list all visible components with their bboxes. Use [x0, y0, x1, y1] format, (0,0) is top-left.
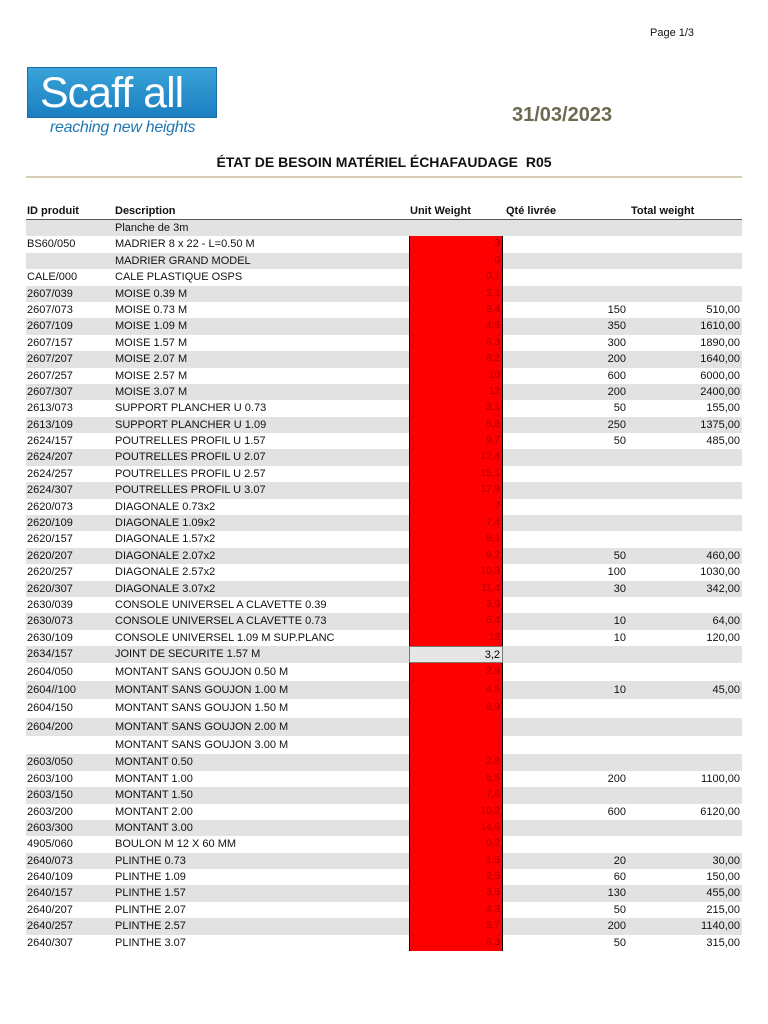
cell-unit-weight: 6,3 — [409, 935, 503, 951]
cell-qty: 10 — [613, 615, 626, 628]
cell-qty: 600 — [607, 369, 626, 382]
cell-id: 2607/039 — [27, 287, 73, 300]
cell-unit-weight: 6,4 — [409, 613, 503, 629]
cell-unit-weight: 10 — [409, 368, 503, 384]
cell-id: 2613/109 — [27, 418, 73, 431]
cell-description: DIAGONALE 0.73x2 — [115, 500, 216, 513]
cell-unit-weight: 12 — [409, 630, 503, 646]
cell-id: 2620/109 — [27, 517, 73, 530]
logo-text: Scaff all — [40, 69, 184, 117]
table-row — [26, 853, 742, 869]
cell-qty: 50 — [613, 549, 626, 562]
cell-description: DIAGONALE 2.57x2 — [115, 566, 216, 579]
table-row — [26, 681, 742, 699]
cell-unit-weight: 5,7 — [409, 918, 503, 934]
cell-description: MONTANT 1.00 — [115, 772, 193, 785]
cell-unit-weight: 4,3 — [409, 902, 503, 918]
cell-qty: 30 — [613, 582, 626, 595]
table-row — [26, 663, 742, 681]
cell-total-weight: 6000,00 — [700, 369, 740, 382]
cell-qty: 150 — [607, 303, 626, 316]
header-id: ID produit — [27, 205, 79, 217]
cell-id: 2604/050 — [27, 665, 73, 678]
cell-total-weight: 45,00 — [712, 683, 740, 696]
cell-id: 2624/307 — [27, 484, 73, 497]
cell-id: 2620/257 — [27, 566, 73, 579]
cell-unit-weight: 8,2 — [409, 351, 503, 367]
cell-id: 2607/257 — [27, 369, 73, 382]
cell-unit-weight: 3 — [409, 236, 503, 252]
cell-id: 2630/073 — [27, 615, 73, 628]
table-row — [26, 630, 742, 646]
table-row — [26, 718, 742, 736]
cell-unit-weight: 3,1 — [409, 400, 503, 416]
table-header — [26, 203, 742, 220]
cell-total-weight: 1375,00 — [700, 418, 740, 431]
cell-id: 2607/157 — [27, 336, 73, 349]
cell-id: 2620/157 — [27, 533, 73, 546]
cell-id: 2607/307 — [27, 385, 73, 398]
cell-unit-weight: 8,1 — [409, 531, 503, 547]
cell-total-weight: 1100,00 — [701, 772, 740, 785]
header-unit-weight: Unit Weight — [410, 205, 471, 217]
cell-unit-weight: 3,4 — [409, 302, 503, 318]
cell-unit-weight: 10,2 — [409, 804, 503, 820]
cell-qty: 200 — [607, 385, 626, 398]
cell-id: 2603/050 — [27, 756, 73, 769]
table-row — [26, 581, 742, 597]
table-row — [26, 302, 742, 318]
cell-unit-weight: 2,1 — [409, 286, 503, 302]
cell-description: PLINTHE 3.07 — [115, 936, 186, 949]
cell-unit-weight: 3,2 — [409, 646, 503, 662]
scaffall-logo — [27, 67, 217, 137]
cell-description: PLINTHE 1.09 — [115, 871, 186, 884]
cell-id: CALE/000 — [27, 271, 78, 284]
cell-unit-weight: 0 — [409, 253, 503, 269]
cell-description: MADRIER 8 x 22 - L=0.50 M — [115, 238, 255, 251]
cell-qty: 50 — [613, 936, 626, 949]
cell-total-weight: 460,00 — [706, 549, 740, 562]
cell-unit-weight: 7,6 — [409, 787, 503, 803]
cell-description: PLINTHE 0.73 — [115, 854, 186, 867]
title-code: R05 — [525, 154, 552, 170]
material-table — [26, 220, 742, 951]
cell-unit-weight: 9,2 — [409, 548, 503, 564]
table-row — [26, 869, 742, 885]
table-row — [26, 269, 742, 285]
table-row — [26, 918, 742, 934]
cell-description: MADRIER GRAND MODEL — [115, 254, 251, 267]
cell-description: MONTANT 3.00 — [115, 821, 193, 834]
cell-id: 2604/150 — [27, 702, 73, 715]
table-row — [26, 836, 742, 852]
table-row — [26, 515, 742, 531]
cell-qty: 200 — [607, 353, 626, 366]
cell-description: SUPPORT PLANCHER U 1.09 — [115, 418, 267, 431]
cell-total-weight: 64,00 — [712, 615, 740, 628]
cell-description: MOISE 0.73 M — [115, 303, 188, 316]
cell-id: 2620/207 — [27, 549, 73, 562]
header-description: Description — [115, 205, 176, 217]
table-row — [26, 771, 742, 787]
table-row — [26, 646, 742, 662]
cell-id: 2640/307 — [27, 936, 73, 949]
table-row — [26, 804, 742, 820]
cell-id: 2603/300 — [27, 821, 73, 834]
cell-total-weight: 1030,00 — [700, 566, 740, 579]
cell-qty: 60 — [613, 871, 626, 884]
cell-total-weight: 150,00 — [706, 871, 740, 884]
cell-total-weight: 30,00 — [712, 854, 740, 867]
table-row — [26, 699, 742, 717]
cell-id: 2640/257 — [27, 920, 73, 933]
cell-description: CONSOLE UNIVERSEL 1.09 M SUP.PLANC — [115, 631, 335, 644]
cell-id: 2624/157 — [27, 435, 73, 448]
cell-unit-weight: 6,9 — [409, 699, 503, 717]
cell-total-weight: 1140,00 — [701, 920, 740, 933]
cell-unit-weight — [409, 220, 503, 236]
cell-total-weight: 120,00 — [706, 631, 740, 644]
cell-id: 2640/109 — [27, 871, 73, 884]
cell-unit-weight — [409, 736, 503, 754]
table-row — [26, 220, 742, 236]
cell-qty: 600 — [607, 805, 626, 818]
cell-total-weight: 1890,00 — [700, 336, 740, 349]
cell-qty: 50 — [613, 435, 626, 448]
cell-id: 2607/073 — [27, 303, 73, 316]
cell-description: MOISE 2.57 M — [115, 369, 188, 382]
cell-unit-weight: 5,5 — [409, 417, 503, 433]
document-title — [0, 154, 768, 170]
header-qty-delivered: Qté livrée — [506, 205, 557, 217]
cell-unit-weight: 1,5 — [409, 853, 503, 869]
title-divider — [26, 176, 742, 178]
table-row — [26, 482, 742, 498]
table-row — [26, 499, 742, 515]
cell-description: CONSOLE UNIVERSEL A CLAVETTE 0.39 — [115, 598, 327, 611]
cell-unit-weight: 7,4 — [409, 515, 503, 531]
cell-description: PLINTHE 2.57 — [115, 920, 186, 933]
cell-total-weight: 342,00 — [706, 582, 740, 595]
table-row — [26, 820, 742, 836]
cell-id: 2624/257 — [27, 467, 73, 480]
cell-unit-weight: 9,7 — [409, 433, 503, 449]
cell-id: BS60/050 — [27, 238, 76, 251]
cell-id: 2613/073 — [27, 402, 73, 415]
cell-unit-weight: 2,8 — [409, 754, 503, 770]
cell-id: 2634/157 — [27, 648, 73, 661]
table-row — [26, 885, 742, 901]
table-row — [26, 433, 742, 449]
cell-id: 2630/109 — [27, 631, 73, 644]
cell-total-weight: 1640,00 — [700, 353, 740, 366]
cell-description: MONTANT SANS GOUJON 3.00 M — [115, 738, 289, 751]
cell-qty: 50 — [613, 402, 626, 415]
cell-description: SUPPORT PLANCHER U 0.73 — [115, 402, 267, 415]
table-row — [26, 935, 742, 951]
title-main: ÉTAT DE BESOIN MATÉRIEL ÉCHAFAUDAGE — [216, 154, 518, 170]
cell-unit-weight: 11,4 — [409, 581, 503, 597]
cell-description: MONTANT 0.50 — [115, 756, 193, 769]
table-row — [26, 253, 742, 269]
table-row — [26, 736, 742, 754]
cell-id: 4905/060 — [27, 838, 73, 851]
table-row — [26, 754, 742, 770]
cell-qty: 200 — [607, 920, 626, 933]
cell-id: 2620/073 — [27, 500, 73, 513]
cell-qty: 250 — [607, 418, 626, 431]
cell-description: DIAGONALE 3.07x2 — [115, 582, 216, 595]
table-row — [26, 417, 742, 433]
cell-description: MOISE 3.07 M — [115, 385, 188, 398]
cell-description: MONTANT SANS GOUJON 1.50 M — [115, 702, 289, 715]
cell-unit-weight: 7 — [409, 499, 503, 515]
table-row — [26, 318, 742, 334]
cell-id: 2604//100 — [27, 683, 76, 696]
table-row — [26, 548, 742, 564]
cell-unit-weight: 4,5 — [409, 681, 503, 699]
cell-description: MOISE 2.07 M — [115, 353, 188, 366]
cell-qty: 20 — [613, 854, 626, 867]
table-row — [26, 564, 742, 580]
cell-qty: 10 — [613, 683, 626, 696]
cell-description: MONTANT SANS GOUJON 1.00 M — [115, 683, 289, 696]
cell-total-weight: 2400,00 — [700, 385, 740, 398]
table-row — [26, 449, 742, 465]
cell-unit-weight: 14,6 — [409, 820, 503, 836]
cell-qty: 350 — [607, 320, 626, 333]
cell-description: Planche de 3m — [115, 222, 189, 234]
cell-description: PLINTHE 1.57 — [115, 887, 186, 900]
cell-id: 2640/157 — [27, 887, 73, 900]
cell-id: 2603/100 — [27, 772, 73, 785]
cell-total-weight: 455,00 — [706, 887, 740, 900]
document-date: 31/03/2023 — [512, 104, 613, 126]
cell-total-weight: 510,00 — [706, 303, 740, 316]
cell-unit-weight: 6,3 — [409, 335, 503, 351]
table-row — [26, 400, 742, 416]
table-row — [26, 787, 742, 803]
cell-unit-weight: 2,5 — [409, 869, 503, 885]
cell-unit-weight: 0,1 — [409, 269, 503, 285]
cell-total-weight: 485,00 — [706, 435, 740, 448]
cell-id: 2620/307 — [27, 582, 73, 595]
cell-description: DIAGONALE 1.09x2 — [115, 517, 216, 530]
cell-unit-weight: 5,5 — [409, 771, 503, 787]
cell-total-weight: 315,00 — [706, 936, 740, 949]
cell-unit-weight: 10,3 — [409, 564, 503, 580]
cell-unit-weight: 12,4 — [409, 449, 503, 465]
cell-description: MONTANT SANS GOUJON 0.50 M — [115, 665, 289, 678]
cell-qty: 100 — [607, 566, 626, 579]
cell-unit-weight: 12 — [409, 384, 503, 400]
table-row — [26, 236, 742, 252]
cell-total-weight: 6120,00 — [700, 805, 740, 818]
cell-unit-weight: 15,1 — [409, 466, 503, 482]
cell-description: CALE PLASTIQUE OSPS — [115, 271, 243, 284]
cell-unit-weight: 3,9 — [409, 597, 503, 613]
table-row — [26, 531, 742, 547]
cell-total-weight: 1610,00 — [700, 320, 740, 333]
cell-description: PLINTHE 2.07 — [115, 903, 186, 916]
cell-qty: 10 — [613, 631, 626, 644]
table-row — [26, 613, 742, 629]
cell-description: MONTANT 1.50 — [115, 789, 193, 802]
cell-id: 2603/200 — [27, 805, 73, 818]
cell-description: POUTRELLES PROFIL U 1.57 — [115, 435, 266, 448]
table-row — [26, 368, 742, 384]
cell-unit-weight — [409, 718, 503, 736]
cell-description: MONTANT 2.00 — [115, 805, 193, 818]
cell-id: 2607/109 — [27, 320, 73, 333]
cell-unit-weight: 4,6 — [409, 318, 503, 334]
table-row — [26, 597, 742, 613]
cell-description: MOISE 1.09 M — [115, 320, 188, 333]
cell-description: MOISE 0.39 M — [115, 287, 188, 300]
cell-description: POUTRELLES PROFIL U 3.07 — [115, 484, 266, 497]
cell-description: CONSOLE UNIVERSEL A CLAVETTE 0.73 — [115, 615, 327, 628]
cell-id: 2604/200 — [27, 720, 73, 733]
cell-qty: 200 — [607, 772, 626, 785]
cell-qty: 130 — [607, 887, 626, 900]
cell-description: BOULON M 12 X 60 MM — [115, 838, 237, 851]
cell-description: DIAGONALE 1.57x2 — [115, 533, 216, 546]
cell-qty: 50 — [613, 903, 626, 916]
cell-total-weight: 155,00 — [706, 402, 740, 415]
cell-unit-weight: 17,9 — [409, 482, 503, 498]
logo-box — [27, 67, 217, 118]
cell-description: MONTANT SANS GOUJON 2.00 M — [115, 720, 289, 733]
cell-description: POUTRELLES PROFIL U 2.57 — [115, 467, 266, 480]
cell-unit-weight: 0,2 — [409, 836, 503, 852]
page-number: Page 1/3 — [650, 27, 695, 39]
header-total-weight: Total weight — [631, 205, 695, 217]
table-row — [26, 335, 742, 351]
table-row — [26, 351, 742, 367]
cell-unit-weight: 2,9 — [409, 663, 503, 681]
cell-qty: 300 — [607, 336, 626, 349]
cell-description: POUTRELLES PROFIL U 2.07 — [115, 451, 266, 464]
cell-description: DIAGONALE 2.07x2 — [115, 549, 216, 562]
cell-id: 2640/207 — [27, 903, 73, 916]
cell-id: 2607/207 — [27, 353, 73, 366]
cell-id: 2603/150 — [27, 789, 73, 802]
cell-id: 2630/039 — [27, 598, 73, 611]
cell-total-weight: 215,00 — [706, 903, 740, 916]
logo-tagline: reaching new heights — [50, 119, 196, 136]
cell-unit-weight: 3,5 — [409, 885, 503, 901]
table-row — [26, 902, 742, 918]
cell-id: 2640/073 — [27, 854, 73, 867]
cell-description: JOINT DE SECURITE 1.57 M — [115, 648, 261, 661]
table-row — [26, 384, 742, 400]
cell-id: 2624/207 — [27, 451, 73, 464]
table-row — [26, 466, 742, 482]
cell-description: MOISE 1.57 M — [115, 336, 188, 349]
table-row — [26, 286, 742, 302]
